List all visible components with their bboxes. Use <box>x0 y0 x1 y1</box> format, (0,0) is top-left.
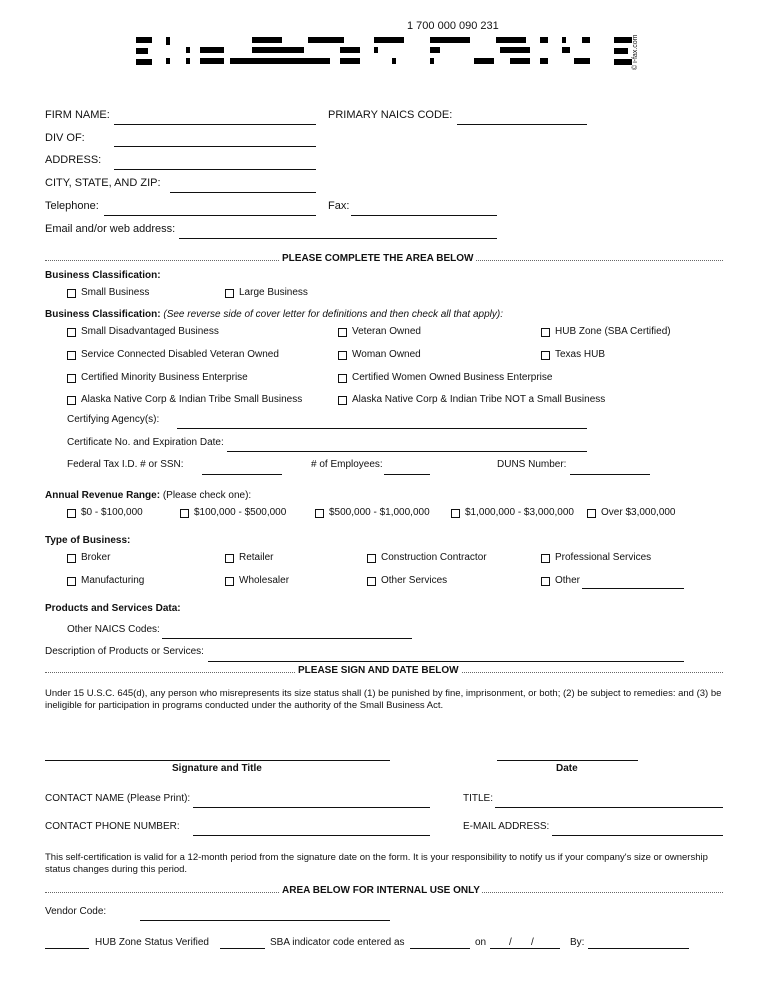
section-title-internal: AREA BELOW FOR INTERNAL USE ONLY <box>282 885 480 896</box>
checkbox-minority-enterprise[interactable] <box>67 374 76 383</box>
business-class2-title: Business Classification: <box>45 309 161 320</box>
checkbox-revenue-0[interactable] <box>67 509 76 518</box>
minority-enterprise-label: Certified Minority Business Enterprise <box>81 372 248 383</box>
telephone-label: Telephone: <box>45 200 99 212</box>
revenue-option-4: Over $3,000,000 <box>601 507 676 518</box>
checkbox-veteran-owned[interactable] <box>338 328 347 337</box>
section-title-sign: PLEASE SIGN AND DATE BELOW <box>298 665 459 676</box>
certificate-label: Certificate No. and Expiration Date: <box>67 437 224 448</box>
checkbox-revenue-4[interactable] <box>587 509 596 518</box>
contact-email-field[interactable] <box>552 835 723 836</box>
naics-field[interactable] <box>457 124 587 125</box>
section-title-complete: PLEASE COMPLETE THE AREA BELOW <box>282 253 474 264</box>
tax-id-field[interactable] <box>202 474 282 475</box>
employees-field[interactable] <box>384 474 430 475</box>
checkbox-hub-zone[interactable] <box>541 328 550 337</box>
checkbox-small-business[interactable] <box>67 289 76 298</box>
wholesaler-label: Wholesaler <box>239 575 290 586</box>
other-naics-label: Other NAICS Codes: <box>67 624 160 635</box>
naics-label: PRIMARY NAICS CODE: <box>328 109 453 121</box>
checkbox-revenue-3[interactable] <box>451 509 460 518</box>
business-type-title: Type of Business: <box>45 535 131 546</box>
checkbox-retailer[interactable] <box>225 554 234 563</box>
checkbox-other[interactable] <box>541 577 550 586</box>
certifying-label: Certifying Agency(s): <box>67 414 160 425</box>
revenue-option-1: $100,000 - $500,000 <box>194 507 287 518</box>
on-label: on <box>475 937 487 948</box>
checkbox-manufacturing[interactable] <box>67 577 76 586</box>
fax-field[interactable] <box>351 215 497 216</box>
checkbox-other-services[interactable] <box>367 577 376 586</box>
certificate-field[interactable] <box>227 451 587 452</box>
div-of-label: DIV OF: <box>45 132 85 144</box>
other-naics-field[interactable] <box>162 638 412 639</box>
checkbox-revenue-1[interactable] <box>180 509 189 518</box>
vendor-code-field[interactable] <box>140 920 390 921</box>
contact-title-label: TITLE: <box>463 793 494 804</box>
hub-verified-label: HUB Zone Status Verified <box>95 937 209 948</box>
revenue-option-2: $500,000 - $1,000,000 <box>329 507 430 518</box>
other-label: Other <box>555 575 581 586</box>
small-business-label: Small Business <box>81 287 150 298</box>
construction-label: Construction Contractor <box>381 552 487 563</box>
duns-label: DUNS Number: <box>497 459 567 470</box>
checkbox-disabled-veteran[interactable] <box>67 351 76 360</box>
business-class-title: Business Classification: <box>45 270 161 281</box>
woman-owned-label: Woman Owned <box>352 349 421 360</box>
professional-label: Professional Services <box>555 552 652 563</box>
vendor-code-label: Vendor Code: <box>45 906 107 917</box>
revenue-title: Annual Revenue Range: <box>45 490 161 501</box>
firm-name-label: FIRM NAME: <box>45 109 110 121</box>
duns-field[interactable] <box>570 474 650 475</box>
date-slash-1: / <box>509 937 512 948</box>
side-mark: © i-fax.com <box>632 34 639 70</box>
sba-code-field[interactable] <box>410 948 470 949</box>
legal-text: Under 15 U.S.C. 645(d), any person who misrepresents its size status shall (1) be punished by fine, imprisonment, or both; (2) be subject to remedies: and (3) be ineligible for participation in programs conducted under the authority of the Small Business Act. <box>45 688 722 711</box>
barcode-number: 1 700 000 090 231 <box>407 20 499 32</box>
description-field[interactable] <box>208 661 684 662</box>
products-title: Products and Services Data: <box>45 603 181 614</box>
checkbox-texas-hub[interactable] <box>541 351 550 360</box>
contact-phone-label: CONTACT PHONE NUMBER: <box>45 821 180 832</box>
disabled-veteran-label: Service Connected Disabled Veteran Owned <box>81 349 279 360</box>
address-field[interactable] <box>114 169 316 170</box>
sba-code-label: SBA indicator code entered as <box>270 937 405 948</box>
manufacturing-label: Manufacturing <box>81 575 145 586</box>
tax-id-label: Federal Tax I.D. # or SSN: <box>67 459 184 470</box>
city-field[interactable] <box>170 192 316 193</box>
by-field[interactable] <box>588 948 689 949</box>
other-services-label: Other Services <box>381 575 448 586</box>
checkbox-broker[interactable] <box>67 554 76 563</box>
contact-phone-field[interactable] <box>193 835 430 836</box>
hub-zone-label: HUB Zone (SBA Certified) <box>555 326 671 337</box>
retailer-label: Retailer <box>239 552 274 563</box>
address-label: ADDRESS: <box>45 154 102 166</box>
checkbox-alaska-small[interactable] <box>67 396 76 405</box>
email-field[interactable] <box>179 238 497 239</box>
other-field[interactable] <box>582 588 684 589</box>
revenue-option-3: $1,000,000 - $3,000,000 <box>465 507 574 518</box>
signature-label: Signature and Title <box>172 763 262 774</box>
contact-name-label: CONTACT NAME (Please Print): <box>45 793 191 804</box>
checkbox-construction[interactable] <box>367 554 376 563</box>
city-label: CITY, STATE, AND ZIP: <box>45 177 161 189</box>
small-disadvantaged-label: Small Disadvantaged Business <box>81 326 219 337</box>
checkbox-revenue-2[interactable] <box>315 509 324 518</box>
fax-label: Fax: <box>328 200 350 212</box>
date-field[interactable] <box>497 760 638 761</box>
sba-code-check-field[interactable] <box>220 948 265 949</box>
contact-title-field[interactable] <box>495 807 723 808</box>
date-slash-2: / <box>531 937 534 948</box>
telephone-field[interactable] <box>104 215 316 216</box>
alaska-not-small-label: Alaska Native Corp & Indian Tribe NOT a Small Business <box>352 394 606 405</box>
div-of-field[interactable] <box>114 146 316 147</box>
checkbox-large-business[interactable] <box>225 289 234 298</box>
checkbox-small-disadvantaged[interactable] <box>67 328 76 337</box>
certifying-field[interactable] <box>177 428 587 429</box>
checkbox-alaska-not-small[interactable] <box>338 396 347 405</box>
checkbox-woman-owned[interactable] <box>338 351 347 360</box>
texas-hub-label: Texas HUB <box>555 349 606 360</box>
hub-verified-field[interactable] <box>45 948 89 949</box>
revenue-note: (Please check one): <box>162 490 252 501</box>
alaska-small-label: Alaska Native Corp & Indian Tribe Small Business <box>81 394 303 405</box>
by-label: By: <box>570 937 585 948</box>
veteran-owned-label: Veteran Owned <box>352 326 421 337</box>
date-label: Date <box>556 763 578 774</box>
validity-text: This self-certification is valid for a 12-month period from the signature date on the form. It is your responsibility to notify us if your company's size or ownership status changes during this period. <box>45 852 708 875</box>
checkbox-professional[interactable] <box>541 554 550 563</box>
checkbox-women-enterprise[interactable] <box>338 374 347 383</box>
firm-name-field[interactable] <box>114 124 316 125</box>
business-class2-note: (See reverse side of cover letter for definitions and then check all that apply): <box>163 309 503 320</box>
date-entered-field[interactable] <box>490 948 560 949</box>
contact-email-label: E-MAIL ADDRESS: <box>463 821 550 832</box>
employees-label: # of Employees: <box>311 459 383 470</box>
women-enterprise-label: Certified Women Owned Business Enterprise <box>352 372 553 383</box>
revenue-option-0: $0 - $100,000 <box>81 507 143 518</box>
checkbox-wholesaler[interactable] <box>225 577 234 586</box>
broker-label: Broker <box>81 552 111 563</box>
description-label: Description of Products or Services: <box>45 646 204 657</box>
contact-name-field[interactable] <box>193 807 430 808</box>
signature-field[interactable] <box>45 760 390 761</box>
email-label: Email and/or web address: <box>45 223 176 235</box>
large-business-label: Large Business <box>239 287 308 298</box>
